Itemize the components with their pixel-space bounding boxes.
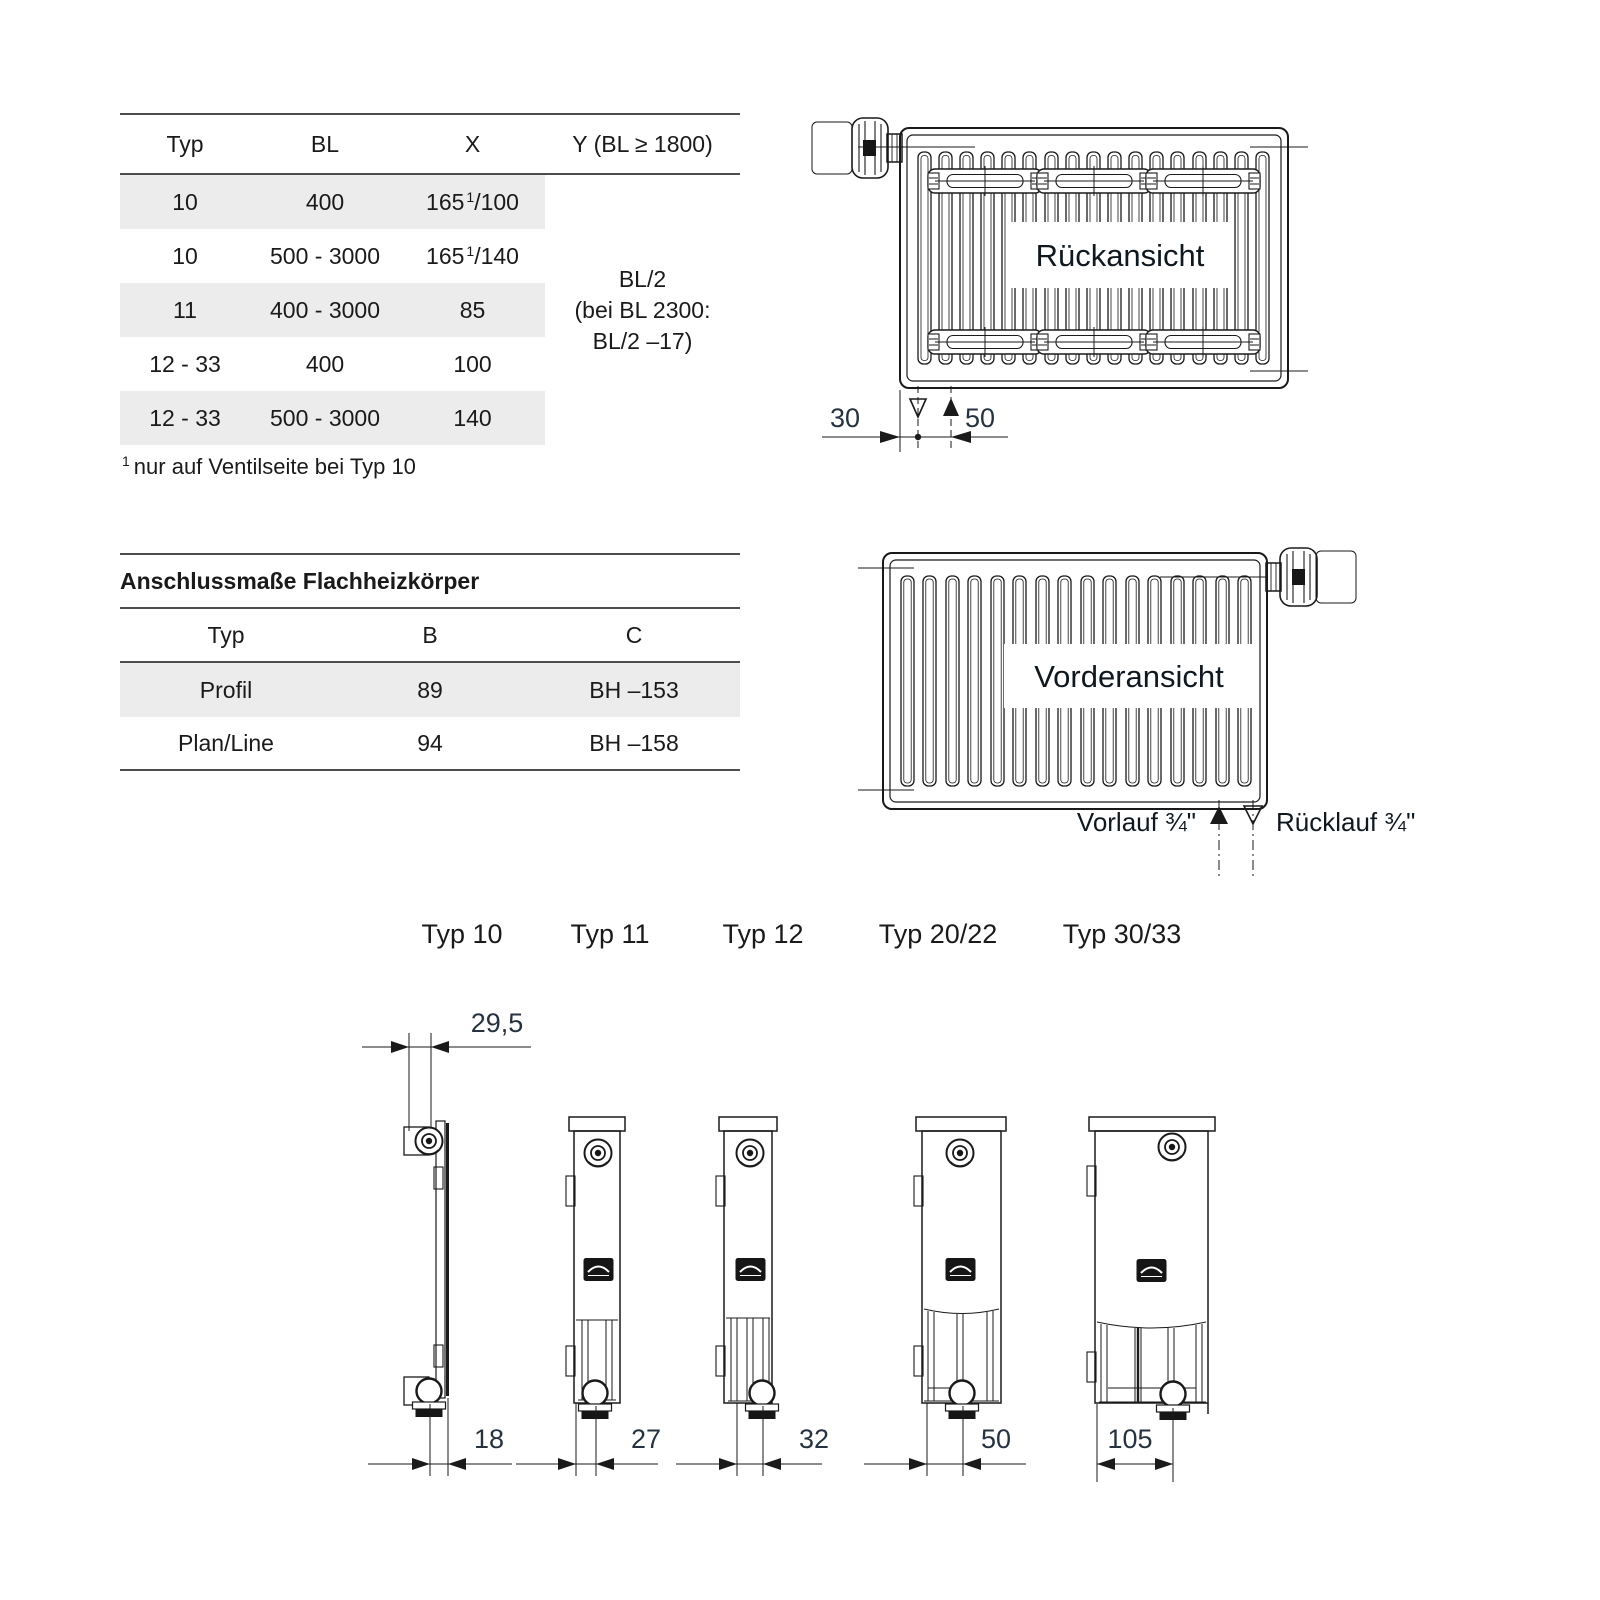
label-typ2022: Typ 20/22 [878, 919, 998, 949]
cell-typ: Profil [199, 676, 253, 703]
y-span-cell [545, 175, 740, 445]
label-typ10: Typ 10 [421, 919, 503, 949]
cell-bl: 400 [305, 188, 345, 215]
connection-table-header [120, 609, 740, 663]
cell-x [400, 405, 545, 432]
connection-table [120, 553, 740, 771]
label-typ12: Typ 12 [722, 919, 804, 949]
cell-c: BH –158 [589, 729, 679, 756]
front-view-drawing [840, 528, 1465, 900]
flow-label: Vorlauf ¾" [1076, 807, 1196, 837]
footnote-mark: 1 [122, 453, 130, 469]
profile-typ10 [362, 1008, 531, 1476]
dim-50: 50 [980, 1424, 1012, 1454]
footnote [120, 453, 416, 480]
dim-18: 18 [473, 1424, 505, 1454]
table-row [120, 283, 545, 337]
dim-50: 50 [964, 403, 996, 433]
cell-typ: 10 [172, 242, 198, 269]
y-line-3: BL/2 –17) [592, 327, 693, 354]
flow-marker-icon [943, 398, 959, 416]
label-typ3033: Typ 30/33 [1062, 919, 1182, 949]
cell-x [400, 243, 545, 270]
type-profiles-drawing [350, 900, 1260, 1500]
dimension-table-header [120, 113, 740, 175]
x-value: 140 [453, 404, 492, 431]
t2-header-c: C [625, 621, 643, 648]
rear-dimensions [822, 386, 1008, 452]
x-value: 85 [459, 296, 486, 323]
return-label: Rücklauf ¾" [1276, 807, 1416, 837]
connection-table-title: Anschlussmaße Flachheizkörper [120, 553, 740, 609]
t2-header-b: B [422, 621, 438, 648]
thermostat-valve-icon [1266, 548, 1356, 606]
dim-29-5: 29,5 [470, 1008, 524, 1038]
y-line-1: BL/2 [618, 265, 667, 292]
cell-b: 89 [417, 676, 443, 703]
cell-typ: Plan/Line [178, 729, 274, 756]
cell-typ: 12 - 33 [149, 350, 221, 377]
rear-view-drawing [795, 100, 1330, 470]
dimension-table [120, 113, 740, 445]
table-row [120, 229, 545, 283]
rear-radiator-body [858, 128, 1308, 388]
t2-header-typ: Typ [207, 621, 245, 648]
thermostat-valve-icon [812, 118, 902, 178]
rear-view-label: Rückansicht [1035, 238, 1205, 273]
x-value-rest: /140 [474, 242, 519, 269]
x-footnote-mark: 1 [466, 188, 475, 205]
front-view-label: Vorderansicht [1034, 659, 1224, 694]
cell-typ: 10 [172, 188, 198, 215]
table-row [120, 175, 545, 229]
table-row [120, 337, 545, 391]
dim-30: 30 [829, 403, 861, 433]
type-labels [421, 919, 1181, 949]
cell-bl: 500 - 3000 [270, 242, 380, 269]
x-value-rest: /100 [474, 188, 519, 215]
table-row [120, 663, 740, 717]
cell-bl: 400 - 3000 [270, 296, 380, 323]
profile-typ11 [516, 1117, 661, 1476]
dim-105: 105 [1107, 1424, 1153, 1454]
cell-bl: 500 - 3000 [270, 404, 380, 431]
t1-header-typ: Typ [166, 130, 204, 157]
cell-x [400, 189, 545, 216]
table-row [120, 391, 545, 445]
dim-32: 32 [798, 1424, 830, 1454]
front-radiator-body [858, 553, 1268, 809]
x-value: 100 [453, 350, 492, 377]
x-value: 165 [426, 242, 465, 269]
dim-27: 27 [630, 1424, 662, 1454]
cell-x [400, 297, 545, 324]
x-value: 165 [426, 188, 465, 215]
t1-header-bl: BL [310, 130, 340, 157]
footnote-text: nur auf Ventilseite bei Typ 10 [133, 454, 416, 479]
profile-typ3033 [1087, 1117, 1215, 1482]
t1-header-y: Y (BL ≥ 1800) [572, 130, 713, 157]
cell-b: 94 [417, 729, 443, 756]
cell-c: BH –153 [589, 676, 679, 703]
profile-typ2022 [864, 1117, 1026, 1476]
dimension-table-body [120, 175, 740, 445]
flow-return-annotation [1077, 800, 1415, 878]
cell-typ: 11 [173, 296, 197, 323]
cell-x [400, 351, 545, 378]
y-line-2: (bei BL 2300: [574, 296, 711, 323]
t1-header-x: X [464, 130, 481, 157]
table-row [120, 717, 740, 771]
profile-typ12 [676, 1117, 829, 1476]
cell-bl: 400 [305, 350, 345, 377]
label-typ11: Typ 11 [570, 919, 650, 949]
x-footnote-mark: 1 [466, 242, 475, 259]
cell-typ: 12 - 33 [149, 404, 221, 431]
